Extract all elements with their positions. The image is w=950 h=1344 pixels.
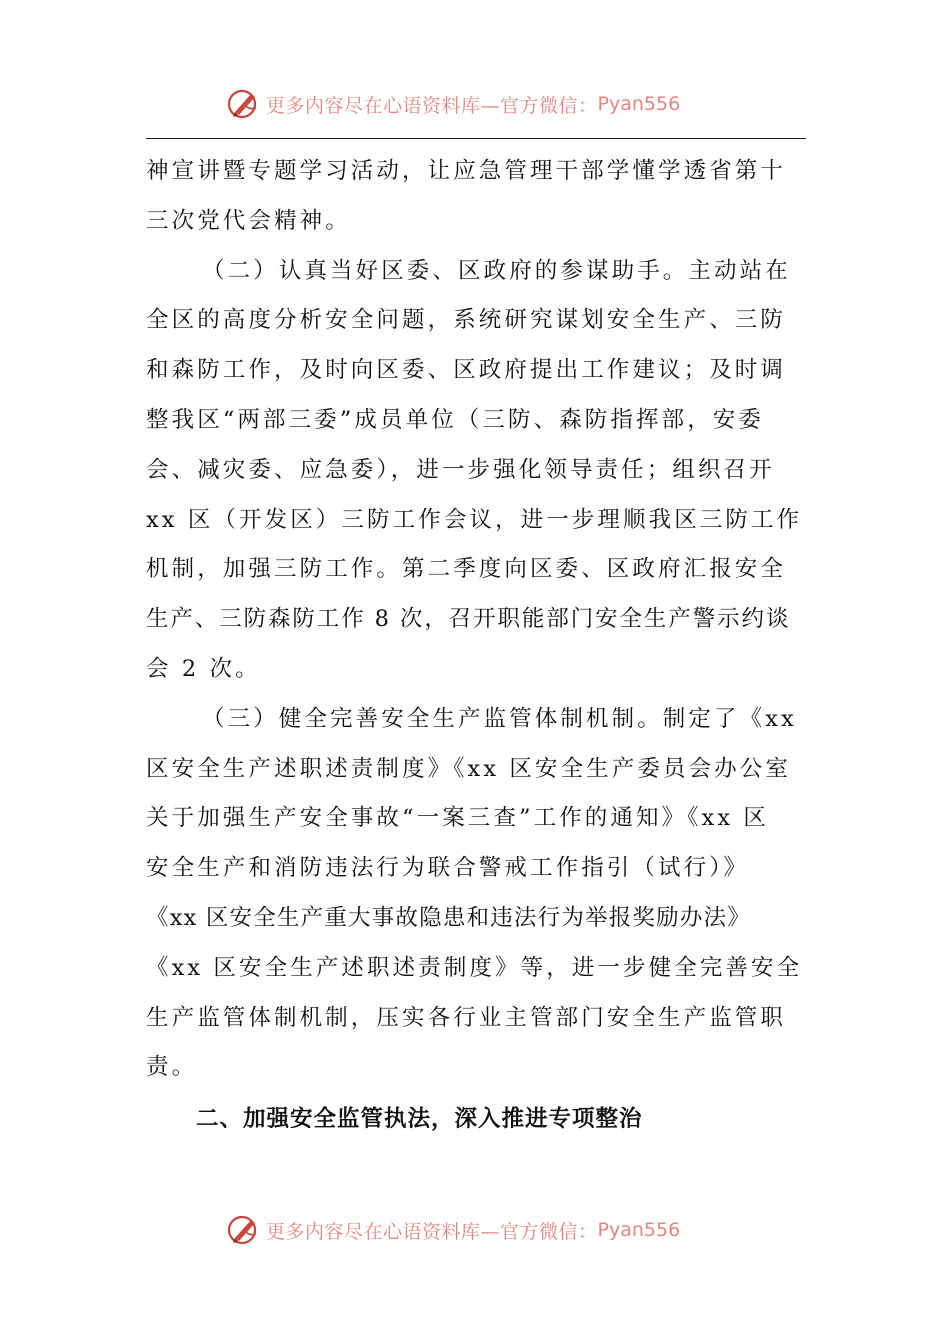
- text-line: 生产、三防森防工作 8 次，召开职能部门安全生产警示约谈: [146, 606, 791, 633]
- header-wechat-id: Pyan556: [597, 93, 681, 115]
- text-line: 区安全生产述职述责制度》《xx 区安全生产委员会办公室: [146, 755, 791, 782]
- text-line: 《xx 区安全生产重大事故隐患和违法行为举报奖励办法》: [146, 904, 751, 931]
- header-banner: [0, 84, 950, 124]
- text-line: 会、减灾委、应急委），进一步强化领导责任；组织召开: [146, 456, 775, 483]
- section-heading: 二、加强安全监管执法，深入推进专项整治: [196, 1106, 643, 1132]
- header-rule: [146, 138, 806, 139]
- text-line: 全区的高度分析安全问题，系统研究谋划安全生产、三防: [146, 307, 787, 334]
- footer-banner-text: 更多内容尽在心语资料库—官方微信：: [266, 1220, 598, 1243]
- text-line: 会 2 次。: [146, 655, 261, 682]
- text-line: 关于加强生产安全事故“一案三查”工作的通知》《xx 区: [146, 805, 769, 832]
- text-line: 《xx 区安全生产述职述责制度》等，进一步健全完善安全: [146, 954, 803, 981]
- text-line: （三）健全完善安全生产监管体制机制。制定了《xx: [202, 705, 797, 732]
- text-line: 安全生产和消防违法行为联合警戒工作指引（试行）》: [146, 855, 750, 882]
- footer-wechat-id: Pyan556: [597, 1219, 681, 1241]
- text-line: 和森防工作，及时向区委、区政府提出工作建议；及时调: [146, 357, 787, 384]
- text-line: 机制，加强三防工作。第二季度向区委、区政府汇报安全: [146, 556, 787, 583]
- text-line: 三次党代会精神。: [146, 207, 351, 234]
- text-line: 整我区“两部三委”成员单位（三防、森防指挥部，安委: [146, 406, 765, 433]
- body-text: [146, 147, 808, 1093]
- text-line: （二）认真当好区委、区政府的参谋助手。主动站在: [202, 257, 791, 284]
- text-line: 责。: [146, 1054, 198, 1081]
- text-line: xx 区（开发区）三防工作会议，进一步理顺我区三防工作: [146, 506, 803, 533]
- footer-banner: [0, 1210, 950, 1250]
- header-banner-text: 更多内容尽在心语资料库—官方微信：: [266, 94, 598, 117]
- pen-logo-icon: [226, 1212, 262, 1248]
- text-line: 生产监管体制机制，压实各行业主管部门安全生产监管职: [146, 1004, 787, 1031]
- text-line: 神宣讲暨专题学习活动，让应急管理干部学懂学透省第十: [146, 158, 787, 184]
- pen-logo-icon: [226, 86, 262, 122]
